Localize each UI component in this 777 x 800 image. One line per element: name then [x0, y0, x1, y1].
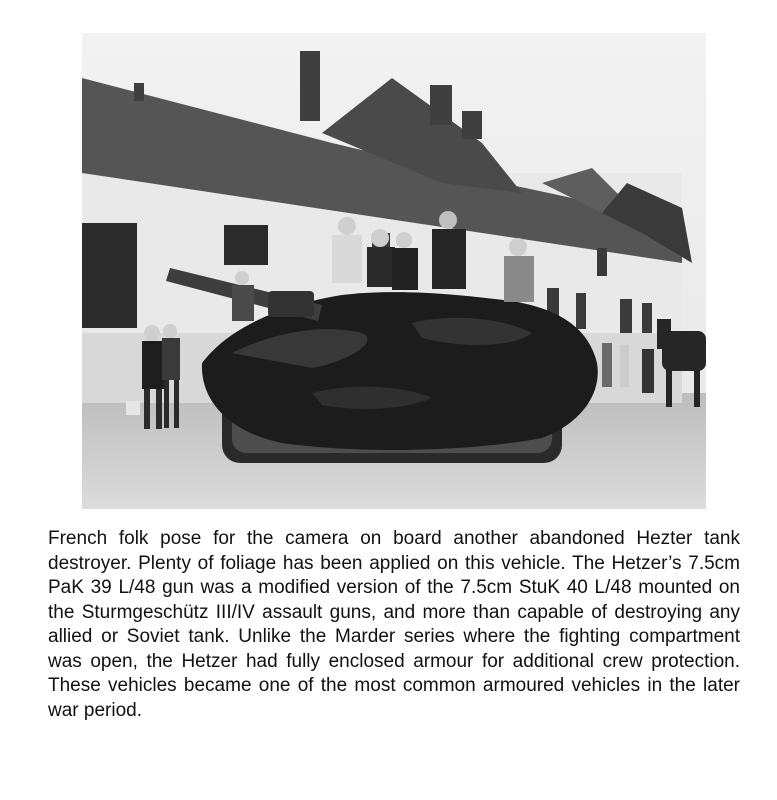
- historical-photo: [82, 33, 706, 509]
- photo-caption: French folk pose for the camera on board another abandoned Hezter tank destroyer. Plenty of foliage has been applied on this vehicle. The Hetzer’s 7.5cm PaK 39 L/48 gun was a modified version of the 7.5cm StuK 40 L/48 mounted on the Sturmgeschütz III/IV assault guns, and more than capable of destroying any allied or Soviet tank. Unlike the Marder series where the fighting compartment was open, the Hetzer had fully enclosed armour for additional crew protection. These vehicles became one of the most common armoured vehicles in the later war period.: [48, 528, 740, 721]
- background-pedestrians: [602, 343, 654, 393]
- window: [82, 223, 137, 328]
- chimney: [300, 51, 320, 121]
